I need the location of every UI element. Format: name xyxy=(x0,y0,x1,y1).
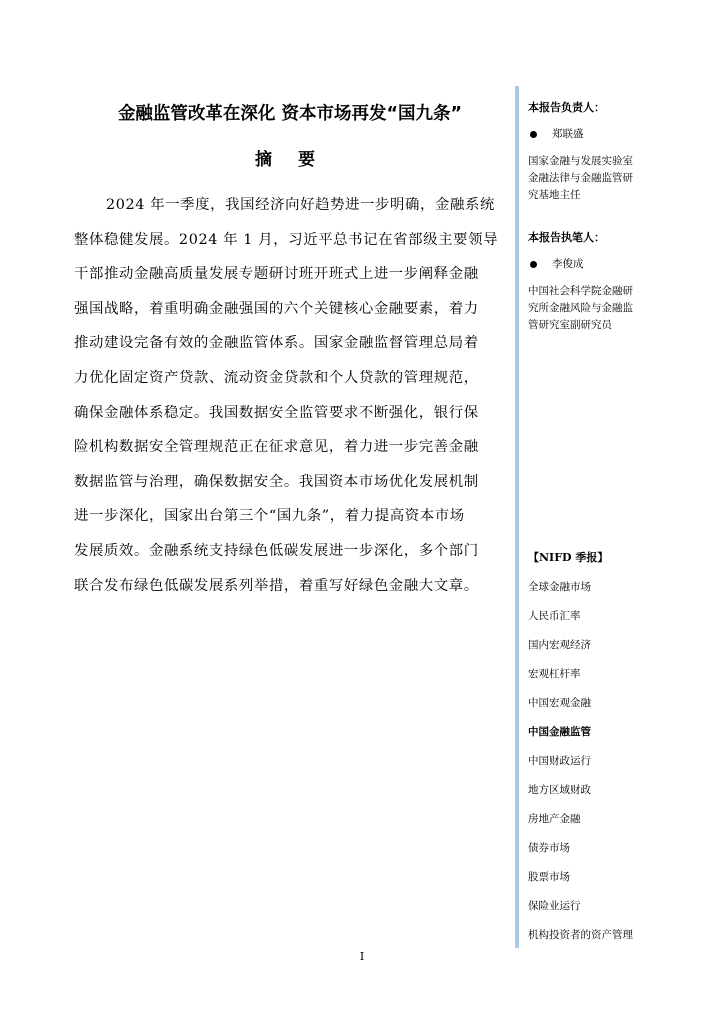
lead-affiliation-line: 金融法律与金融监管研 xyxy=(528,172,633,184)
writer-affiliation xyxy=(528,283,718,334)
sidebar-divider xyxy=(515,86,519,948)
report-title: 金融监管改革在深化 资本市场再发“国九条” xyxy=(117,104,463,124)
nav-item[interactable]: 宏观杠杆率 xyxy=(528,668,581,680)
report-main xyxy=(74,96,506,603)
nav-item[interactable]: 人民币汇率 xyxy=(528,610,581,622)
writer-name-row xyxy=(528,256,718,273)
report-lead-block xyxy=(528,99,718,204)
abstract-line: 进一步深化，国家出台第三个“国九条”，着力提高资本市场 xyxy=(74,508,465,525)
nav-item[interactable]: 保险业运行 xyxy=(528,900,581,912)
nav-item[interactable]: 机构投资者的资产管理 xyxy=(528,929,633,941)
abstract-line: 2024 年一季度，我国经济向好趋势进一步明确，金融系统 xyxy=(106,197,495,213)
nav-item[interactable]: 中国金融监管 xyxy=(528,726,591,738)
writer-affiliation-line: 管研究室副研究员 xyxy=(528,319,612,331)
writer-heading: 本报告执笔人： xyxy=(528,231,605,244)
nav-item[interactable]: 国内宏观经济 xyxy=(528,639,591,651)
nav-item[interactable]: 全球金融市场 xyxy=(528,581,591,593)
nav-item[interactable]: 中国宏观金融 xyxy=(528,697,591,709)
nav-item[interactable]: 债券市场 xyxy=(528,842,570,854)
lead-affiliation-line: 究基地主任 xyxy=(528,189,581,201)
nifd-report-nav xyxy=(528,549,718,944)
page-number: I xyxy=(359,950,365,963)
lead-name: 郑联盛 xyxy=(552,128,584,140)
abstract-heading: 摘 要 xyxy=(255,150,325,170)
abstract-line: 发展质效。金融系统支持绿色低碳发展进一步深化，多个部门 xyxy=(74,542,479,559)
bullet-icon xyxy=(530,261,537,268)
nav-item[interactable]: 股票市场 xyxy=(528,871,570,883)
nav-item[interactable]: 中国财政运行 xyxy=(528,755,591,767)
nav-item[interactable]: 地方区域财政 xyxy=(528,784,591,796)
abstract-body xyxy=(74,188,506,603)
nav-list xyxy=(528,578,718,944)
abstract-line: 力优化固定资产贷款、流动资金贷款和个人贷款的管理规范， xyxy=(74,369,479,386)
abstract-line: 强国战略，着重明确金融强国的六个关键核心金融要素，着力 xyxy=(74,300,479,317)
lead-affiliation xyxy=(528,153,718,204)
abstract-line: 干部推动金融高质量发展专题研讨班开班式上进一步阐释金融 xyxy=(74,266,479,283)
abstract-line: 推动建设完备有效的金融监管体系。国家金融监督管理总局着 xyxy=(74,335,479,352)
lead-heading: 本报告负责人： xyxy=(528,101,605,114)
lead-name-row xyxy=(528,126,718,143)
abstract-line: 数据监管与治理，确保数据安全。我国资本市场优化发展机制 xyxy=(74,473,479,490)
abstract-line: 联合发布绿色低碳发展系列举措，着重写好绿色金融大文章。 xyxy=(74,577,479,594)
abstract-line: 整体稳健发展。2024 年 1 月，习近平总书记在省部级主要领导 xyxy=(74,231,499,248)
abstract-line: 险机构数据安全管理规范正在征求意见，着力进一步完善金融 xyxy=(74,439,479,456)
nav-title: 【NIFD 季报】 xyxy=(528,551,609,564)
bullet-icon xyxy=(530,131,537,138)
abstract-line: 确保金融体系稳定。我国数据安全监管要求不断强化，银行保 xyxy=(74,404,479,421)
nav-item[interactable]: 房地产金融 xyxy=(528,813,581,825)
report-writer-block xyxy=(528,229,718,334)
writer-affiliation-line: 中国社会科学院金融研 xyxy=(528,285,633,297)
lead-affiliation-line: 国家金融与发展实验室 xyxy=(528,155,633,167)
writer-affiliation-line: 究所金融风险与金融监 xyxy=(528,302,633,314)
writer-name: 李俊成 xyxy=(552,258,584,270)
